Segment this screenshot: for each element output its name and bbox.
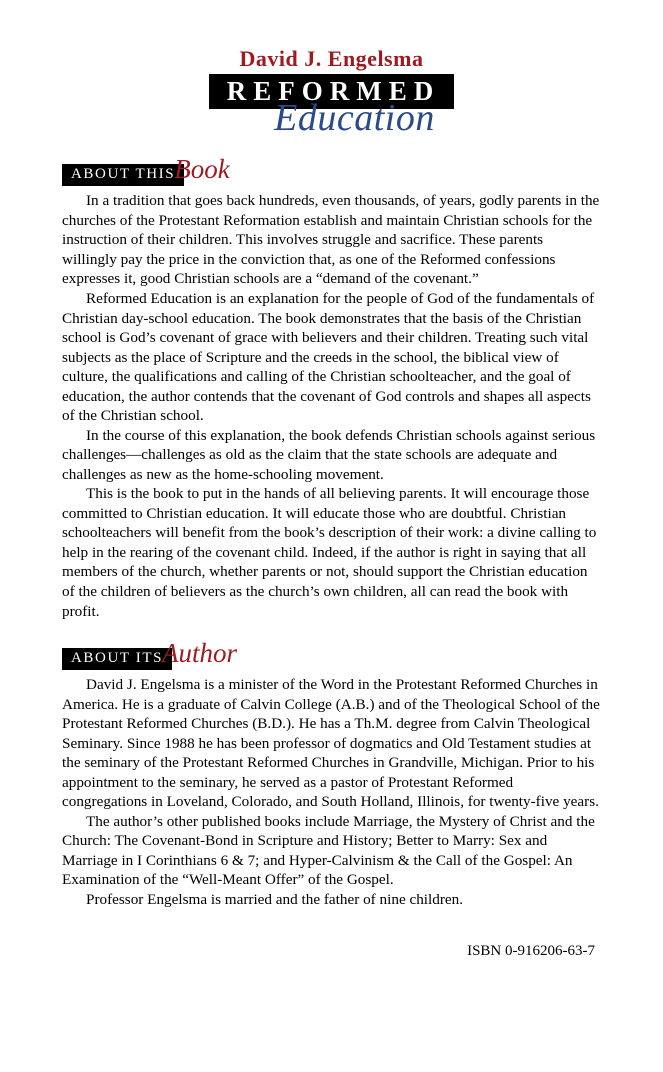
back-cover-page [0, 48, 663, 1072]
about-its-author-tag: ABOUT ITS [62, 648, 172, 670]
paragraph: In a tradition that goes back hundreds, even thousands, of years, godly parents in the churches of the Protestant Reformation establish and maintain Christian schools for the instruction of their children. This involves struggle and sacrifice. These parents willingly pay the price in the conviction that, as one of the Reformed confessions expresses it, good Christian schools are a “demand of the covenant.” [62, 192, 600, 288]
about-this-book-body [62, 191, 601, 621]
isbn-text: ISBN 0-916206-63-7 [467, 943, 595, 960]
about-this-book-tag: ABOUT THIS [62, 164, 184, 186]
author-name: David J. Engelsma [239, 46, 424, 71]
about-its-author-script: Author [162, 638, 238, 669]
about-its-author-body [62, 675, 601, 909]
section-header-about-this-book [62, 154, 601, 189]
book-title-main: REFORMED [209, 74, 455, 109]
masthead [62, 46, 601, 140]
paragraph: In the course of this explanation, the book defends Christian schools against serious challenges—challenges as old as the claim that the state schools are adequate and challenges as new as the home-schooling movement. [62, 426, 596, 483]
paragraph: Reformed Education is an explanation for the people of God of the fundamentals of Christian day-school education. The book demonstrates that the basis of the Christian school is God’s covenant of grace with believers and their children. Treating such vital subjects as the place of Scripture and the creeds in the school, the biblical view of culture, the qualifications and calling of the Christian schoolteacher, and the goal of education, the author contends that the covenant of God controls and shapes all aspects of the Christian school. [62, 290, 595, 425]
paragraph: David J. Engelsma is a minister of the Word in the Protestant Reformed Churches in America. He is a graduate of Calvin College (A.B.) and of the Theological School of the Protestant Reformed Churches (B.D.). He has a Th.M. degree from Calvin Theological Seminary. Since 1988 he has been professor of dogmatics and Old Testament studies at the seminary of the Protestant Reformed Churches in Grandville, Michigan. Prior to his appointment to the seminary, he served as a pastor of Protestant Reformed congregations in Loveland, Colorado, and South Holland, Illinois, for twenty-five years. [62, 676, 600, 811]
about-this-book-script: Book [174, 154, 230, 185]
paragraph: This is the book to put in the hands of all believing parents. It will encourage those committed to Christian education. It will educate those who are doubtful. Christian schoolteachers will benefit from the book’s description of their work: a divine calling to help in the rearing of the covenant child. Indeed, if the author is right in saying that all members of the church, whether parents or not, should support the Christian education of the children of believers as the church’s own children, all can read the book with profit. [62, 485, 597, 620]
book-title-script: Education [274, 97, 435, 140]
paragraph: Professor Engelsma is married and the father of nine children. [86, 890, 464, 908]
paragraph: The author’s other published books include Marriage, the Mystery of Christ and the Church: The Covenant-Bond in Scripture and History; Better to Marry: Sex and Marriage in I Corinthians 6 & 7; and Hyper-Calvinism & the Call of the Gospel: An Examination of the “Well-Meant Offer” of the Gospel. [62, 812, 595, 889]
section-header-about-its-author [62, 638, 601, 673]
